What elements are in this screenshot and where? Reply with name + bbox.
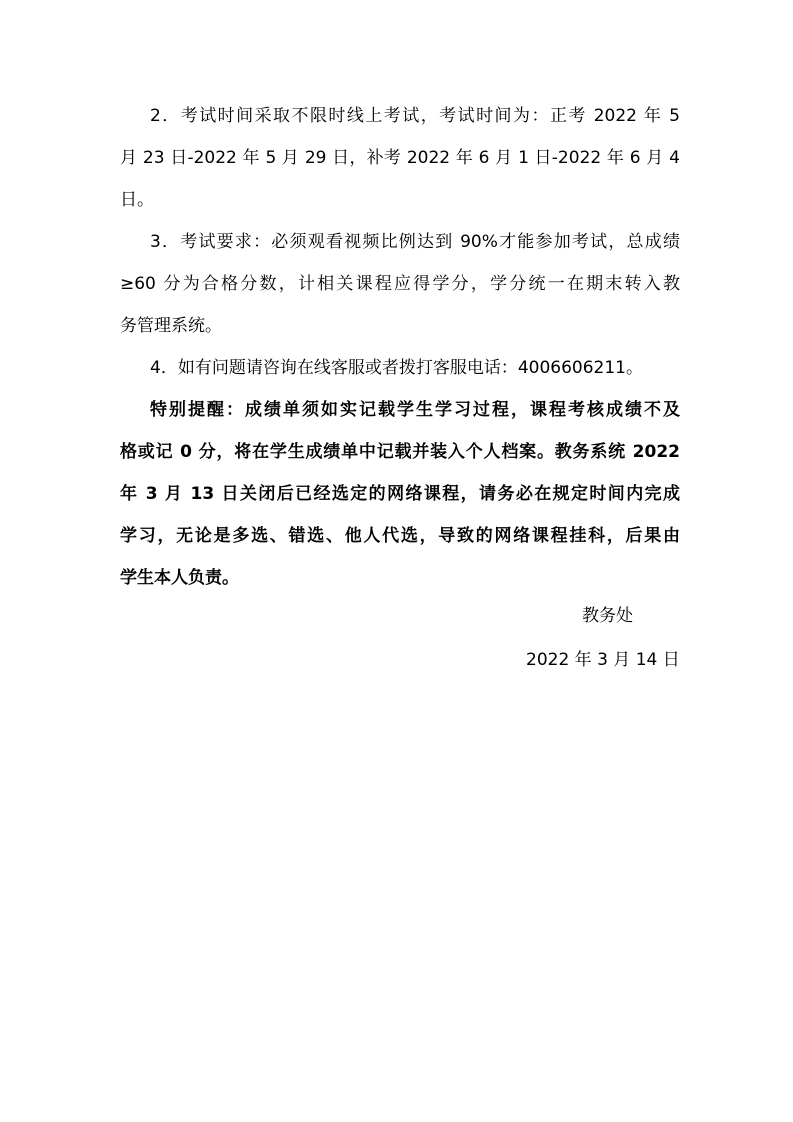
text-line: 4．如有问题请咨询在线客服或者拨打客服电话：4006606211。 [150,358,643,378]
text-line: 日。 [120,190,154,210]
text-line: 务管理系统。 [120,316,222,336]
text-line: 学生本人负责。 [120,568,239,588]
text-line: 月 23 日-2022 年 5 月 29 日，补考 2022 年 6 月 1 日-2022 年 6 月 4 [120,148,680,168]
signature-office: 教务处 [582,606,633,626]
text-line: 年 3 月 13 日关闭后已经选定的网络课程，请务必在规定时间内完成 [120,484,680,504]
text-line: 2．考试时间采取不限时线上考试，考试时间为：正考 2022 年 5 [150,106,680,126]
text-line: ≥60 分为合格分数，计相关课程应得学分，学分统一在期末转入教 [120,274,680,294]
text-line: 学习，无论是多选、错选、他人代选，导致的网络课程挂科，后果由 [120,526,680,546]
signature-date: 2022 年 3 月 14 日 [526,650,680,670]
text-line: 3．考试要求：必须观看视频比例达到 90%才能参加考试，总成绩 [150,232,680,252]
text-line: 特别提醒：成绩单须如实记载学生学习过程，课程考核成绩不及 [150,400,680,420]
text-line: 格或记 0 分，将在学生成绩单中记载并装入个人档案。教务系统 2022 [120,442,680,462]
